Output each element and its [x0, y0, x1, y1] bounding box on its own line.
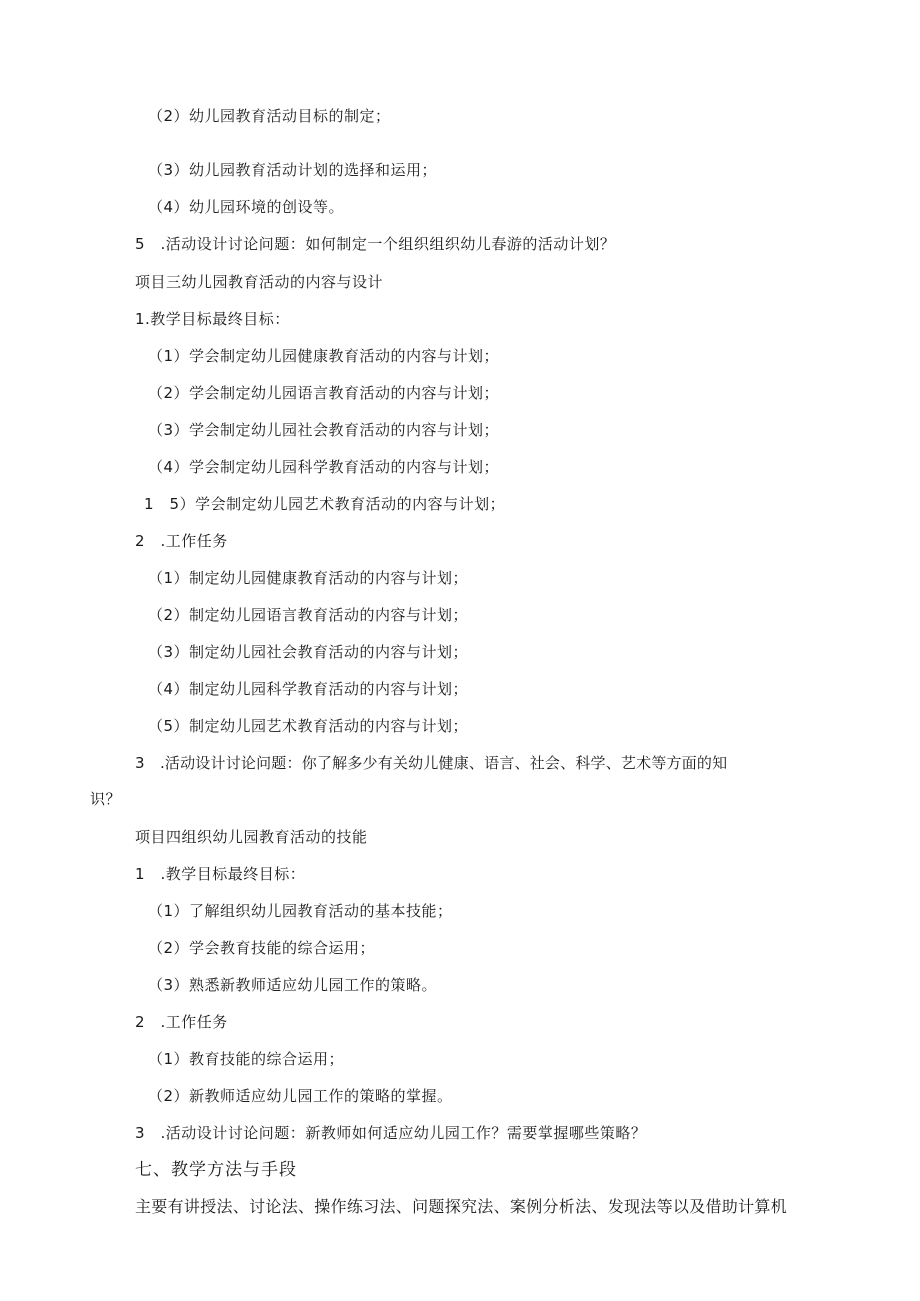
discussion-question-5: 5 .活动设计讨论问题：如何制定一个组织组织幼儿春游的活动计划？: [135, 235, 616, 253]
project-4-discussion: 3 .活动设计讨论问题：新教师如何适应幼儿园工作？需要掌握哪些策略？: [135, 1124, 647, 1142]
project-3-goal-1: （1）学会制定幼儿园健康教育活动的内容与计划；: [148, 347, 500, 365]
item-4-environment: （4）幼儿园环境的创设等。: [148, 198, 345, 216]
section-7-heading: 七、教学方法与手段: [135, 1160, 297, 1180]
project-3-discussion-cont: 识？: [90, 790, 122, 808]
project-4-title: 项目四组织幼儿园教育活动的技能: [135, 828, 368, 846]
project-3-goal-2: （2）学会制定幼儿园语言教育活动的内容与计划；: [148, 384, 500, 402]
project-3-work-tasks: 2 .工作任务: [135, 532, 228, 550]
project-4-task-1: （1）教育技能的综合运用；: [148, 1050, 345, 1068]
project-3-teaching-goal: 1.教学目标最终目标：: [135, 310, 290, 328]
project-4-teaching-goal: 1 .教学目标最终目标：: [135, 865, 306, 883]
project-3-task-5: （5）制定幼儿园艺术教育活动的内容与计划；: [148, 717, 469, 735]
project-3-task-4: （4）制定幼儿园科学教育活动的内容与计划；: [148, 680, 469, 698]
project-3-goal-4: （4）学会制定幼儿园科学教育活动的内容与计划；: [148, 458, 500, 476]
project-3-task-1: （1）制定幼儿园健康教育活动的内容与计划；: [148, 569, 469, 587]
project-3-task-3: （3）制定幼儿园社会教育活动的内容与计划；: [148, 643, 469, 661]
project-3-goal-3: （3）学会制定幼儿园社会教育活动的内容与计划；: [148, 421, 500, 439]
project-4-goal-3: （3）熟悉新教师适应幼儿园工作的策略。: [148, 976, 438, 994]
project-4-work-tasks: 2 .工作任务: [135, 1013, 228, 1031]
project-3-task-2: （2）制定幼儿园语言教育活动的内容与计划；: [148, 606, 469, 624]
project-3-goal-5: 1 5）学会制定幼儿园艺术教育活动的内容与计划；: [144, 495, 506, 513]
project-4-goal-1: （1）了解组织幼儿园教育活动的基本技能；: [148, 902, 453, 920]
project-4-goal-2: （2）学会教育技能的综合运用；: [148, 939, 376, 957]
project-3-discussion: 3 .活动设计讨论问题：你了解多少有关幼儿健康、语言、社会、科学、艺术等方面的知: [135, 754, 728, 772]
project-4-task-2: （2）新教师适应幼儿园工作的策略的掌握。: [148, 1087, 453, 1105]
item-3-plan-selection: （3）幼儿园教育活动计划的选择和运用；: [148, 161, 438, 179]
project-3-title: 项目三幼儿园教育活动的内容与设计: [135, 273, 384, 291]
item-2-goal-setting: （2）幼儿园教育活动目标的制定；: [148, 107, 391, 125]
section-7-body: 主要有讲授法、讨论法、操作练习法、问题探究法、案例分析法、发现法等以及借助计算机: [135, 1197, 788, 1216]
